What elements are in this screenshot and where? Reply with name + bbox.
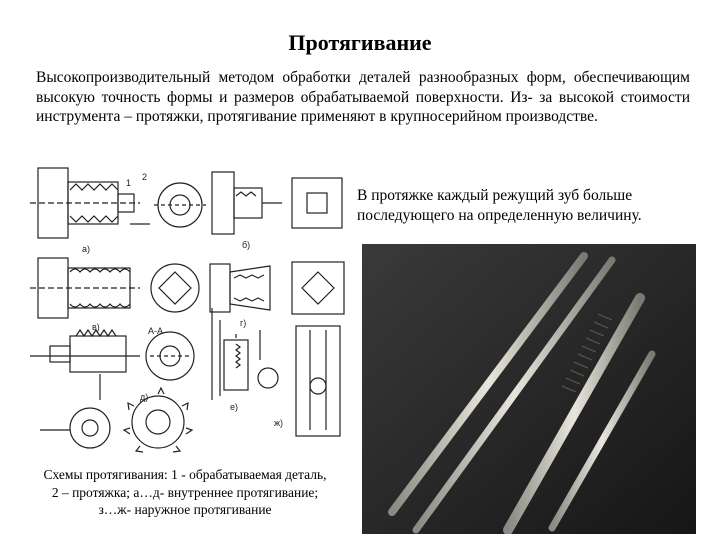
scheme-label-section: А-А — [148, 326, 164, 336]
broaching-schemes-drawing — [30, 160, 350, 460]
scheme-number-1: 1 — [126, 178, 132, 188]
scheme-a — [30, 168, 206, 238]
scheme-d — [30, 330, 194, 400]
broach-teeth-note: В протяжке каждый режущий зуб больше последующего на определенную величину. — [357, 187, 642, 224]
scheme-g — [210, 262, 344, 314]
intro-paragraph: Высокопроизводительный методом обработки деталей разнообразных форм, обеспечивающим высокую точность формы и размеров обрабатываемой поверхности. Из- за высокой стоимости инструмента – протяжки, протягивание применяют в крупносерийном производстве. — [36, 69, 690, 125]
scheme-label-d: д) — [140, 392, 149, 402]
scheme-b — [212, 172, 342, 234]
scheme-label-v: в) — [92, 322, 100, 332]
scheme-zh — [296, 326, 340, 436]
caption-line-2: 2 – протяжка; а…д- внутреннее протягивание; — [51, 484, 319, 500]
scheme-label-a: а) — [82, 244, 91, 254]
schemes-caption — [0, 466, 370, 519]
scheme-v — [30, 258, 199, 318]
scheme-label-zh: ж) — [274, 418, 284, 428]
slide-title: Протягивание — [288, 30, 432, 55]
caption-line-3: з…ж- наружное протягивание — [98, 502, 272, 517]
scheme-gears — [40, 388, 192, 452]
scheme-number-2: 2 — [142, 172, 148, 182]
scheme-label-e: е) — [230, 402, 239, 412]
caption-line-1: Схемы протягивания: 1 - обрабатываемая деталь, — [43, 467, 327, 482]
scheme-label-g: г) — [240, 318, 247, 328]
broaches-photo — [362, 244, 696, 534]
scheme-label-b: б) — [242, 240, 251, 250]
